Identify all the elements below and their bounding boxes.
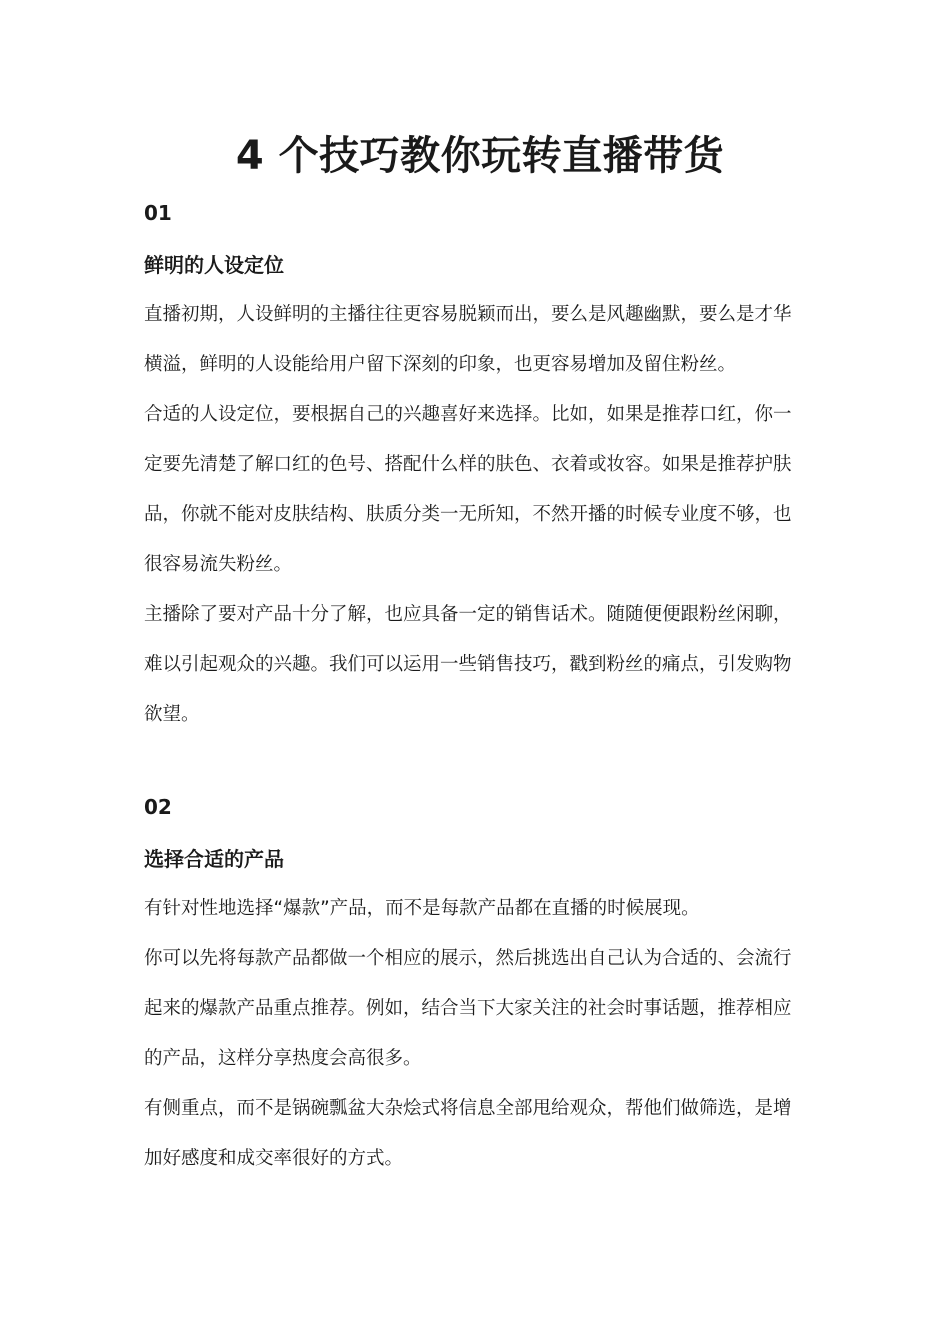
paragraph: 直播初期，人设鲜明的主播往往更容易脱颖而出，要么是风趣幽默，要么是才华横溢，鲜明的人设能给用户留下深刻的印象，也更容易增加及留住粉丝。 — [144, 304, 792, 375]
section-02 — [144, 792, 796, 1184]
paragraph: 你可以先将每款产品都做一个相应的展示，然后挑选出自己认为合适的、会流行起来的爆款产品重点推荐。例如，结合当下大家关注的社会时事话题，推荐相应的产品，这样分享热度会高很多。 — [144, 948, 792, 1069]
paragraph: 有针对性地选择“爆款”产品，而不是每款产品都在直播的时候展现。 — [144, 898, 700, 919]
paragraph: 主播除了要对产品十分了解，也应具备一定的销售话术。随随便便跟粉丝闲聊，难以引起观众的兴趣。我们可以运用一些销售技巧，戳到粉丝的痛点，引发购物欲望。 — [144, 604, 792, 725]
section-01 — [144, 198, 796, 740]
section-heading: 选择合适的产品 — [144, 847, 284, 871]
section-heading: 鲜明的人设定位 — [144, 253, 284, 277]
document-title: 4 个技巧教你玩转直播带货 — [235, 133, 725, 179]
section-number: 02 — [144, 795, 172, 819]
paragraph: 合适的人设定位，要根据自己的兴趣喜好来选择。比如，如果是推荐口红，你一定要先清楚了解口红的色号、搭配什么样的肤色、衣着或妆容。如果是推荐护肤品，你就不能对皮肤结构、肤质分类一无所知，不然开播的时候专业度不够，也很容易流失粉丝。 — [144, 404, 792, 575]
paragraph: 有侧重点，而不是锅碗瓢盆大杂烩式将信息全部甩给观众，帮他们做筛选，是增加好感度和成交率很好的方式。 — [144, 1098, 792, 1169]
section-number: 01 — [144, 201, 172, 225]
